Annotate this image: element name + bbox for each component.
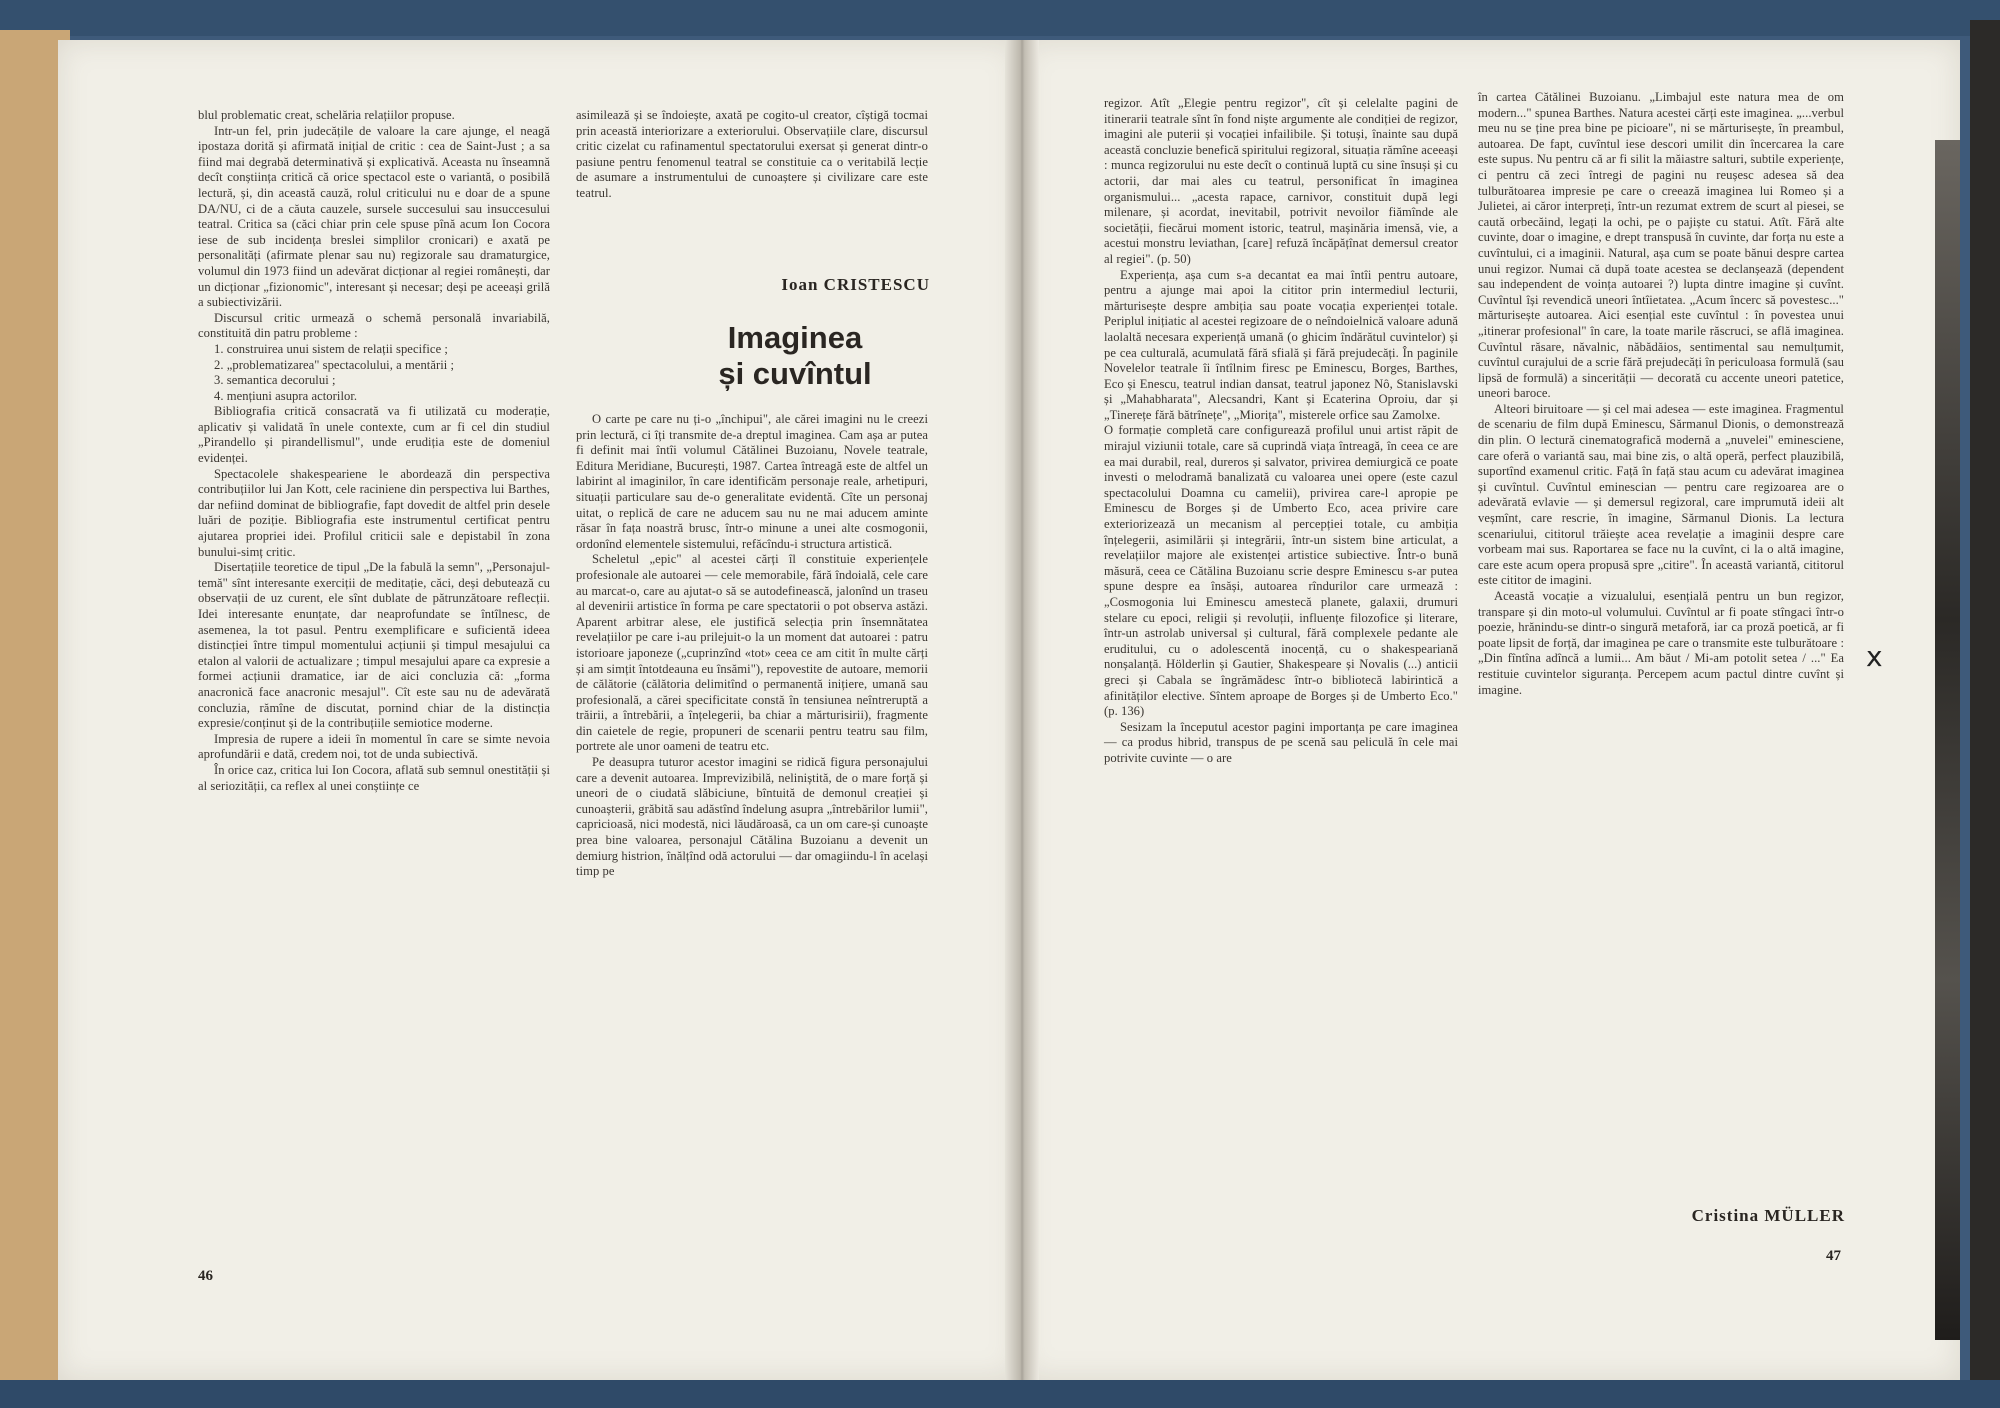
right-page-column-1 (1104, 96, 1458, 767)
page-number: 46 (198, 1268, 213, 1284)
page-number: 47 (1826, 1248, 1841, 1264)
list-item: 1. construirea unui sistem de relații specifice ; (214, 341, 448, 356)
article-title (660, 320, 930, 392)
paragraph: Experiența, așa cum s-a decantat ea mai întîi pentru autoare, pentru a ajunge mai apoi la cititor prin intermediul lecturii, mărturisește despre ambiția sau poate vocația experienței totale. Periplul inițiatic al acestei regizoare de o neîndoielnică valoare adună laolaltă necesara experiență umană (o ghicim îndărătul cuvintelor) și pe cea culturală, acumulată fără sfială și fără prejudecăți. În paginile Novelelor teatrale îi întîlnim firesc pe Eminescu, Borges, Barthes, Eco și Enescu, teatrul indian dansat, teatrul japonez Nô, Stanislavski și „Mahabharata", Alecsandri, Kant și Ecaterina Oproiu, dar și „Tinerețe fără bătrînețe", „Miorița", misterele orfice sau Zamolxe. (1104, 267, 1458, 422)
left-page-column-2-top (576, 108, 928, 202)
left-page-column-1 (198, 108, 550, 794)
paragraph: Discursul critic urmează o schemă personală invariabilă, constituită din patru probleme : (198, 310, 550, 341)
paragraph: regizor. Atît „Elegie pentru regizor", cît și celelalte pagini de itinerarii teatrale sînt în fond niște argumente ale condiției de regizor, imagini ale puterii și vocației infailibile. Și totuși, înainte sau după această concluzie benefică spiritului regizoral, situația rămîne aceeași : munca regizorului nu este decît o continuă luptă cu sine însuși și cu actorii, dar mai ales cu teatrul, personificat în imaginea organismului... „acesta rapace, carnivor, constituit după legi milenare, și acordat, inevitabil, potrivit nevoilor fiămînde ale societății, fiecărui moment istoric, teatrul, mașinăria imensă, vie, a acestui monstru leviathan, [care] refuză încăpățînat demersul creator al regiei". (p. 50) (1104, 96, 1458, 266)
paragraph: O formație completă care configurează profilul unui artist răpit de mirajul viziunii totale, care să cuprindă viața întreagă, în ceea ce are ea mai durabil, real, dureros și salvator, privirea demiurgică ce poate investi o melodramă banalizată cu valoarea unei opere (este cazul spectacolului Doamna cu camelii), privirea care-l apropie pe Eminescu de Borges și de Umberto Eco, acea privire care exteriorizează un mecanism al percepției totale, cu ambiția înțelegerii, asimilării și integrării, într-un sistem bine articulat, a revelațiilor majore ale existenței artistice subiective. Într-o bună măsură, ceea ce Cătălina Buzoianu scrie despre Eminescu s-ar putea spune despre ea însăși, autoarea rîndurilor care urmează : „Cosmogonia lui Eminescu amestecă planete, galaxii, drumuri stelare cu epoci, religii și revoluții, influențe filozofice și literare, într-un astrolab universal și cultural, fără complexele pedante ale eruditului, cu o adolescentă inocență, cu o shakespeariană nonșalanță. Hölderlin și Gautier, Shakespeare și Novalis (...) anticii greci și Cabala se îngrămădesc într-o bibliotecă labirintică a afinităților elective. Sîntem aproape de Borges și de Umberto Eco." (p. 136) (1104, 423, 1458, 719)
right-page-column-2 (1478, 90, 1844, 698)
title-line: și cuvîntul (718, 356, 872, 391)
paragraph: Pe deasupra tuturor acestor imagini se ridică figura personajului care a devenit autoarea. Imprevizibilă, neliniștită, de o mare forță și uneori de o ciudată slăbiciune, bîntuită de demonul creației și cunoașterii, grăbită sau adăstînd îndelung asupra „întrebărilor lumii", capricioasă, nici modestă, nici lăudăroasă, ca un om care-și cunoaște prea bine valoarea, personajul Cătălina Buzoianu a devenit un demiurg histrion, înălțînd odă actorului — dar omagiindu-l în același timp pe (576, 755, 928, 879)
paragraph: asimilează și se îndoiește, axată pe cogito-ul creator, cîștigă tocmai prin această interiorizare a exteriorului. Observațiile clare, discursul critic cizelat cu rafinamentul spectatorului exersat și generat dintr-o pasiune pentru fenomenul teatral se constituie ca o veritabilă lecție de asumare a instrumentului de cunoaștere și civilizare care este teatrul. (576, 108, 928, 200)
handwritten-margin-mark: x (1866, 640, 1883, 673)
author-byline: Cristina MÜLLER (1691, 1206, 1845, 1225)
paragraph: Impresia de rupere a ideii în momentul în care se simte nevoia aprofundării e dată, credem noi, tot de unda subiectivă. (198, 731, 550, 762)
paragraph: Spectacolele shakespeariene le abordează din perspectiva contribuțiilor lui Jan Kott, cele raciniene din perspectiva lui Barthes, dar nefiind dominat de bibliografie, fapt dovedit de altfel prin desele luări de poziție. Bibliografia este instrumentul certificat pentru ajutarea propriei idei. Profilul criticii sale e depistabil în zona bunului-simț critic. (198, 466, 550, 559)
paragraph: Disertațiile teoretice de tipul „De la fabulă la semn", „Personajul-temă" sînt interesante exerciții de meditație, căci, deși debutează cu observații de uz curent, ele sînt dublate de pătrunzătoare reflecții. Idei interesante enunțate, dar neaprofundate se întîlnesc, de asemenea, la tot pasul. Pentru exemplificare e suficientă ideea distincției între timpul momentului acțiunii și timpul mesajului ca etalon al valorii de actualizare ; timpul mesajului apare ca expresie a formei acțiunii dramatice, iar de aici concluzia că: „forma anacronică face anacronic mesajul". Cît este sau nu de adevărată concluzia, rămîne de discutat, pornind chiar de la distincția expresie/conținut și de la contribuțiile semiotice moderne. (198, 560, 550, 731)
book-cover-bottom (0, 1380, 2000, 1408)
book-edge-right (1970, 20, 2000, 1390)
paragraph: Alteori biruitoare — și cel mai adesea — este imaginea. Fragmentul de scenariu de film după Eminescu, Sărmanul Dionis, o demonstrează din plin. O lectură cinematografică modernă a „nuvelei" eminesciene, care oferă o variantă sau, mai bine zis, o altă operă, perfect plauzibilă, suportînd examenul critic. Față în față stau acum cu adevărat imaginea și cuvîntul. Cuvîntul eminescian — pentru care regizoarea are o adevărată evlavie — și demersul regizoral, care imprumută ideii alt veșmînt, care rescrie, în imagine, Sărmanul Dionis. La lectura scenariului, cititorul trăiește acea revelație a imaginii despre care vorbeam mai sus. Raportarea se face nu la cuvînt, ci la o altă imagine, care este acum opera propusă spre „citire". În această variantă, cititorul este cititor de imagini. (1478, 401, 1844, 588)
paragraph: Intr-un fel, prin judecățile de valoare la care ajunge, el neagă ipostaza dorită și afirmată inițial de critic : cea de Saint-Just ; a sa fiind mai degrabă determinativă și explicativă. Aceasta nu înseamnă decît conștiința critică că orice spectacol este o variantă, o posibilă lectură, și, din această cauză, rolul criticului nu e doar de a spune DA/NU, ci de a căuta cauzele, sursele succesului sau insuccesului teatral. Critica sa (căci chiar prin cele spuse pînă acum Ion Cocora iese de sub incidența breslei simplilor cronicari) e axată pe personalități (afirmate plenar sau nu) regizorale sau dramaturgice, volumul din 1973 fiind un adevărat dicționar al regiei românești, dar un dicționar „fizionomic", interesant și necesar; deși pe aceeași grilă a subiectivizării. (198, 123, 550, 310)
list-item: 4. mențiuni asupra actorilor. (214, 388, 358, 403)
paragraph: Scheletul „epic" al acestei cărți îl constituie experiențele profesionale ale autoarei — cele memorabile, fără îndoială, cele care au marcat-o, care au ajutat-o să se autodefinească, jalonînd un traseu al devenirii artistice în forma pe care spectatorii o pot observa astăzi. Aparent arbitrar alese, ele justifică selecția prin însemnătatea revelațiilor pe care i-au prilejuit-o la un moment dat autoarei : patru istorioare japoneze („cuprinzînd «tot» ceea ce am citit în multe cărți și am simțit întotdeauna eu însămi"), repovestite de autoare, memorii de călătorie (călătoria delimitînd o permanentă inițiere, umană sau profesională, a cărei specificitate constă în tensiunea neîntreruptă a trăirii, a întrebării, a înțelegerii, ba chiar a mărturisirii), fragmente din caietele de regie, propuneri de scenarii pentru teatru sau film, portrete ale unor oameni de teatru etc. (576, 552, 928, 754)
title-line: Imaginea (727, 320, 863, 355)
paragraph: Această vocație a vizualului, esențială pentru un bun regizor, transpare și din moto-ul volumului. Cuvîntul ar fi poate stîngaci într-o poezie, hrănindu-se dintr-o singură metaforă, iar ca proză poetică, ar fi poate lipsit de forță, dar imaginea pe care o transmite este tulburătoare : „Din fîntîna adîncă a lumii... Am băut / Mi-am potolit setea / ..." Ea restituie cuvintelor siguranța. Percepem acum pactul dintre cuvînt și imagine. (1478, 589, 1844, 697)
author-byline: Ioan CRISTESCU (781, 275, 930, 294)
paragraph: blul problematic creat, schelăria relațiilor propuse. (198, 108, 455, 122)
book-cover-top (0, 0, 2000, 36)
paragraph: în cartea Cătălinei Buzoianu. „Limbajul este natura mea de om modern..." spunea Barthes. Natura acestei cărți este imaginea. „...verbul meu nu se ține prea bine pe picioare", ni se mărturisește, în preambul, autoarea. De fapt, cuvîntul iese descori umilit din încercarea la care este supus. Nu pentru că ar fi silit la măiastre salturi, subtile experiențe, ci pentru că zeci întregi de pagini nu reușesc adesea să dea tulburătoarea impresie pe care o creează imaginea lui Romeo și a Julietei, ai căror interpreți, într-un rezumat extrem de scurt al piesei, se caută orbecăind, legați la ochi, pe o pajiște cu statui. Atît. Fără alte cuvinte, doar o imagine, e drept transpusă în cuvinte, dar forța nu este a cuvîntului, ci a imaginii. Natural, așa cum se poate bănui despre cartea unui regizor. Numai că după toate acestea se declanșează (dependent sau independent de voința autoarei ?) lupta dintre imagine și cuvînt. Cuvîntul își revendică uneori întîietatea. „Acum încerc să povestesc..." mărturisește autoarea. Aici esențial este cuvîntul : în povestea unui „itinerar profesional" în care, la toate marile răscruci, se află imaginea. Cuvîntul răsare, năvalnic, năbădăios, sentimental sau nemulțumit, cuvîntul curajului de a scrie fără prejudecăți în periculoasa formulă (sau lipsă de formulă) a sincerității — decorată cu accente uneori patetice, uneori baroce. (1478, 90, 1844, 401)
book-gutter (1005, 40, 1039, 1380)
left-page-column-2-article (576, 412, 928, 880)
list-item: 2. „problematizarea" spectacolului, a mentării ; (214, 357, 455, 372)
photo-edge-strip (1935, 140, 1960, 1340)
paragraph: Sesizam la începutul acestor pagini importanța pe care imaginea — ca produs hibrid, transpus de pe scenă sau peliculă în cele mai potrivite cuvinte — o are (1104, 719, 1458, 765)
paragraph: În orice caz, critica lui Ion Cocora, aflată sub semnul onestității și al seriozității, ca reflex al unei conștiințe ce (198, 762, 550, 793)
list-item: 3. semantica decorului ; (214, 373, 336, 388)
paragraph: Bibliografia critică consacrată va fi utilizată cu moderație, aplicativ și validată în unele contexte, cum ar fi cel din studiul „Pirandello și pirandellismul", unde erudiția este de domeniul evidenței. (198, 404, 550, 466)
paragraph: O carte pe care nu ți-o „închipui", ale cărei imagini nu le creezi prin lectură, ci îți transmite de-a dreptul imaginea. Cam așa ar putea fi definit mai întîi volumul Cătălinei Buzoianu, Novele teatrale, Editura Meridiane, București, 1987. Cartea întreagă este de altfel un labirint al imaginilor, în care identificăm personaje reale, arhetipuri, situații particulare sau de-o generalitate evidentă. Cîte un personaj uitat, o replică de care ne aducem sau nu ne mai aducem aminte răsar în fața noastră brusc, într-o minune a unei alte cosmogonii, ordonînd elementele sistemului, refăcîndu-i structura artistică. (576, 412, 928, 551)
